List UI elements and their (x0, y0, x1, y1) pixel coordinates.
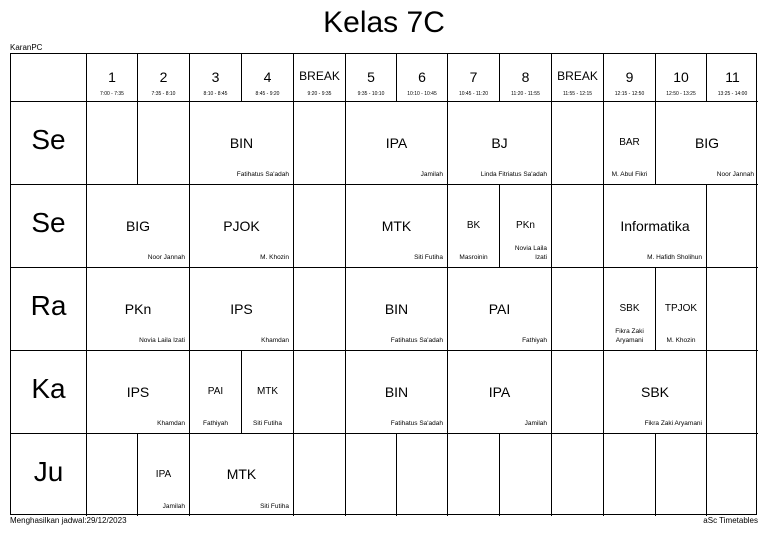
lesson-teacher: Fathiyah (203, 420, 228, 428)
lesson-subject: BK (466, 220, 481, 231)
period-label: 7 (469, 69, 478, 85)
lesson-card[interactable] (190, 185, 294, 268)
break-slot (294, 351, 346, 434)
lesson-card[interactable] (656, 268, 707, 351)
lesson-teacher: M. Abul Fikri (611, 171, 648, 179)
period-time: 8:45 - 9:20 (255, 91, 280, 97)
empty-slot (707, 351, 758, 434)
period-time: 12:50 - 13:25 (666, 91, 696, 97)
lesson-subject: BAR (619, 137, 640, 148)
lesson-subject: PAI (207, 386, 224, 397)
lesson-subject: BJ (491, 135, 508, 151)
lesson-teacher: Siti Futiha (414, 254, 443, 262)
period-time: 7:35 - 8:10 (151, 91, 176, 97)
break-slot (552, 351, 604, 434)
lesson-teacher: M. Khozin (666, 337, 696, 345)
lesson-teacher: Fatihatus Sa'adah (390, 337, 443, 345)
period-header (707, 54, 758, 102)
lesson-card[interactable] (604, 185, 707, 268)
period-label: 1 (108, 69, 116, 85)
lesson-subject: IPA (488, 384, 511, 400)
break-slot (552, 102, 604, 185)
lesson-subject: IPS (126, 384, 150, 400)
lesson-teacher: Fikra Zaki Aryamani (615, 328, 644, 345)
lesson-subject: MTK (381, 218, 412, 234)
empty-slot (87, 434, 138, 516)
lesson-card[interactable] (138, 434, 190, 516)
empty-slot (707, 434, 758, 516)
period-header (448, 54, 500, 102)
break-slot (552, 434, 604, 516)
empty-slot (346, 434, 397, 516)
lesson-card[interactable] (500, 185, 552, 268)
lesson-teacher: Novia Laila Izati (139, 337, 185, 345)
lesson-teacher: Jamilah (524, 420, 547, 428)
empty-slot (138, 102, 190, 185)
period-time: 13:25 - 14:00 (717, 91, 748, 97)
lesson-card[interactable] (448, 102, 552, 185)
empty-slot (707, 185, 758, 268)
break-slot (294, 102, 346, 185)
period-header (604, 54, 656, 102)
lesson-teacher: Linda Fitriatus Sa'adah (480, 171, 547, 179)
lesson-card[interactable] (448, 351, 552, 434)
lesson-card[interactable] (87, 268, 190, 351)
lesson-subject: BIN (384, 384, 409, 400)
lesson-subject: Informatika (620, 218, 690, 234)
lesson-teacher: Khamdan (157, 420, 185, 428)
lesson-card[interactable] (604, 102, 656, 185)
day-label: Ka (31, 373, 66, 404)
lesson-card[interactable] (346, 351, 448, 434)
lesson-subject: PJOK (223, 218, 260, 234)
lesson-card[interactable] (346, 268, 448, 351)
lesson-subject: IPA (155, 469, 172, 480)
period-label: 2 (159, 69, 168, 85)
timetable-grid (10, 53, 757, 515)
period-label: 3 (211, 69, 220, 85)
lesson-subject: SBK (619, 303, 640, 314)
generated-date: Menghasilkan jadwal:29/12/2023 (10, 516, 127, 525)
lesson-subject: IPA (385, 135, 408, 151)
lesson-card[interactable] (346, 102, 448, 185)
period-time: 12:15 - 12:50 (614, 91, 645, 97)
period-label: BREAK (557, 69, 598, 83)
lesson-subject: PKn (516, 220, 535, 231)
day-label-cell (11, 434, 87, 516)
lesson-card[interactable] (190, 351, 242, 434)
period-label: 11 (725, 69, 740, 85)
period-time: 8:10 - 8:45 (203, 91, 228, 97)
period-label: 4 (263, 69, 272, 85)
lesson-subject: SBK (640, 384, 669, 400)
day-label-cell (11, 102, 87, 185)
lesson-teacher: Siti Futiha (253, 420, 282, 428)
break-slot (552, 268, 604, 351)
lesson-card[interactable] (242, 351, 294, 434)
lesson-teacher: Jamilah (162, 503, 185, 511)
day-label-cell (11, 185, 87, 268)
school-name: KaranPC (10, 43, 43, 52)
period-header (87, 54, 138, 102)
lesson-subject: IPS (230, 301, 253, 317)
lesson-card[interactable] (190, 102, 294, 185)
lesson-card[interactable] (190, 434, 294, 516)
lesson-card[interactable] (87, 351, 190, 434)
break-header (552, 54, 604, 102)
empty-slot (604, 434, 656, 516)
lesson-teacher: Jamilah (420, 171, 443, 179)
lesson-teacher: Fatihatus Sa'adah (390, 420, 443, 428)
day-label: Se (31, 207, 66, 238)
period-header (138, 54, 190, 102)
lesson-teacher: Khamdan (261, 337, 289, 345)
lesson-teacher: Fatihatus Sa'adah (236, 171, 289, 179)
break-slot (294, 434, 346, 516)
period-header (656, 54, 707, 102)
period-time: 11:55 - 12:15 (562, 91, 593, 97)
lesson-card[interactable] (604, 268, 656, 351)
period-label: BREAK (299, 69, 340, 83)
empty-slot (448, 434, 500, 516)
lesson-card[interactable] (448, 268, 552, 351)
lesson-card[interactable] (448, 185, 500, 268)
lesson-teacher: M. Hafidh Sholihun (647, 254, 702, 262)
lesson-subject: BIG (694, 135, 720, 151)
empty-slot (656, 434, 707, 516)
empty-slot (500, 434, 552, 516)
lesson-subject: BIN (384, 301, 409, 317)
period-time: 7:00 - 7:35 (100, 91, 124, 97)
lesson-teacher: Masroinin (459, 254, 488, 262)
period-time: 9:20 - 9:35 (307, 91, 332, 97)
lesson-teacher: Siti Futiha (260, 503, 289, 511)
empty-slot (397, 434, 448, 516)
period-time: 9:35 - 10:10 (357, 91, 385, 97)
lesson-card[interactable] (656, 102, 758, 185)
period-label: 8 (521, 69, 530, 85)
break-slot (294, 268, 346, 351)
empty-slot (707, 268, 758, 351)
lesson-teacher: Noor Jannah (716, 171, 754, 179)
lesson-teacher: M. Khozin (260, 254, 289, 262)
day-label: Ju (33, 456, 64, 487)
lesson-card[interactable] (346, 185, 448, 268)
period-label: 10 (673, 69, 689, 85)
period-label: 5 (367, 69, 375, 85)
lesson-subject: PKn (124, 301, 152, 317)
lesson-subject: MTK (226, 466, 257, 482)
period-time: 11:20 - 11:55 (511, 91, 540, 97)
lesson-teacher: Noor Jannah (147, 254, 185, 262)
lesson-card[interactable] (604, 351, 707, 434)
period-label: 6 (418, 69, 426, 85)
empty-slot (87, 102, 138, 185)
lesson-subject: TPJOK (664, 303, 698, 314)
period-label: 9 (625, 69, 634, 85)
period-header (242, 54, 294, 102)
period-header (346, 54, 397, 102)
lesson-subject: MTK (256, 386, 279, 397)
lesson-card[interactable] (87, 185, 190, 268)
lesson-subject: BIG (125, 218, 151, 234)
day-label-cell (11, 268, 87, 351)
lesson-subject: PAI (488, 301, 511, 317)
lesson-teacher: Fikra Zaki Aryamani (644, 420, 702, 428)
period-header (190, 54, 242, 102)
day-label-cell (11, 351, 87, 434)
brand-label: aSc Timetables (703, 516, 758, 525)
period-time: 10:45 - 11:20 (458, 91, 489, 97)
period-time: 10:10 - 10:45 (407, 91, 437, 97)
lesson-teacher: Fathiyah (522, 337, 547, 345)
break-header (294, 54, 346, 102)
day-label: Se (31, 124, 66, 155)
break-slot (552, 185, 604, 268)
period-header (500, 54, 552, 102)
lesson-subject: BIN (229, 135, 254, 151)
corner-cell (11, 54, 87, 102)
page-title: Kelas 7C (323, 6, 445, 39)
lesson-teacher: Novia Laila Izati (514, 245, 547, 262)
day-label: Ra (30, 290, 67, 321)
lesson-card[interactable] (190, 268, 294, 351)
break-slot (294, 185, 346, 268)
period-header (397, 54, 448, 102)
